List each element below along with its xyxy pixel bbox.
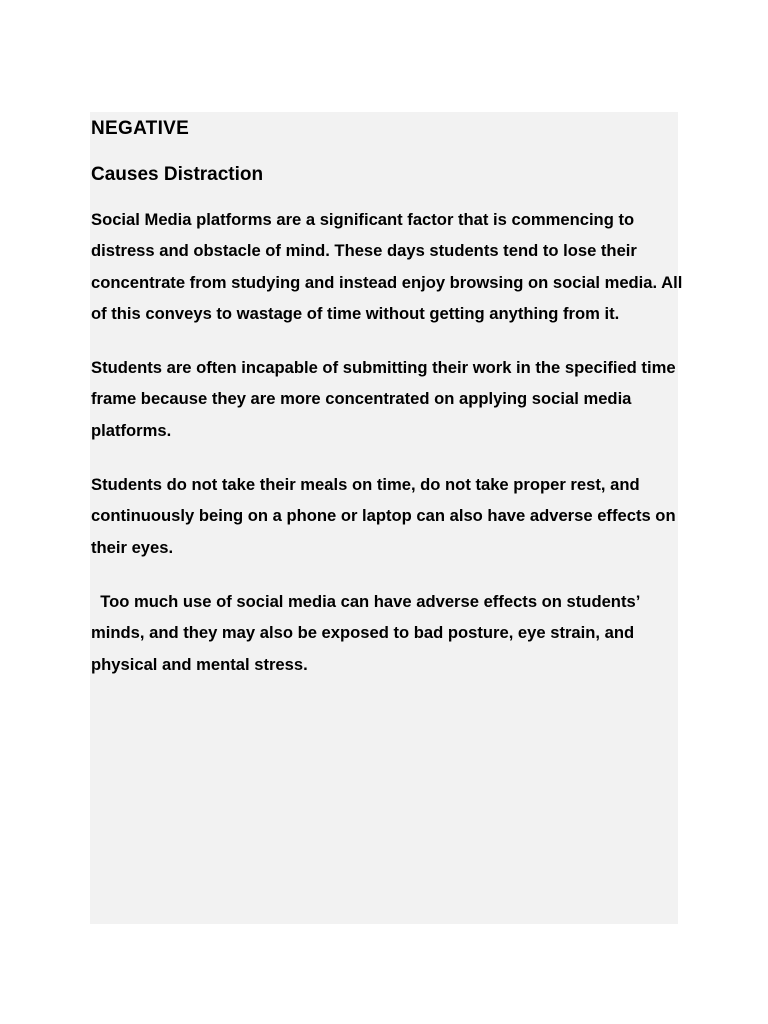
paragraph-3: Students do not take their meals on time, do not take proper rest, and continuously being on a phone or laptop can also have adverse effects on their eyes. [91,475,681,557]
subsection-heading: Causes Distraction [91,164,264,185]
paragraph-4: Too much use of social media can have adverse effects on students’ minds, and they may also be exposed to bad posture, eye strain, and physical and mental stress. [91,591,645,674]
document-body [91,112,691,680]
paragraph-2: Students are often incapable of submitting their work in the specified time frame because they are more concentrated on applying social media platforms. [91,358,681,440]
paragraph-1: Social Media platforms are a significant factor that is commencing to distress and obstacle of mind. These days students tend to lose their concentrate from studying and instead enjoy browsing on social media. All of this conveys to wastage of time without getting anything from it. [91,210,687,323]
section-heading: NEGATIVE [91,118,190,139]
